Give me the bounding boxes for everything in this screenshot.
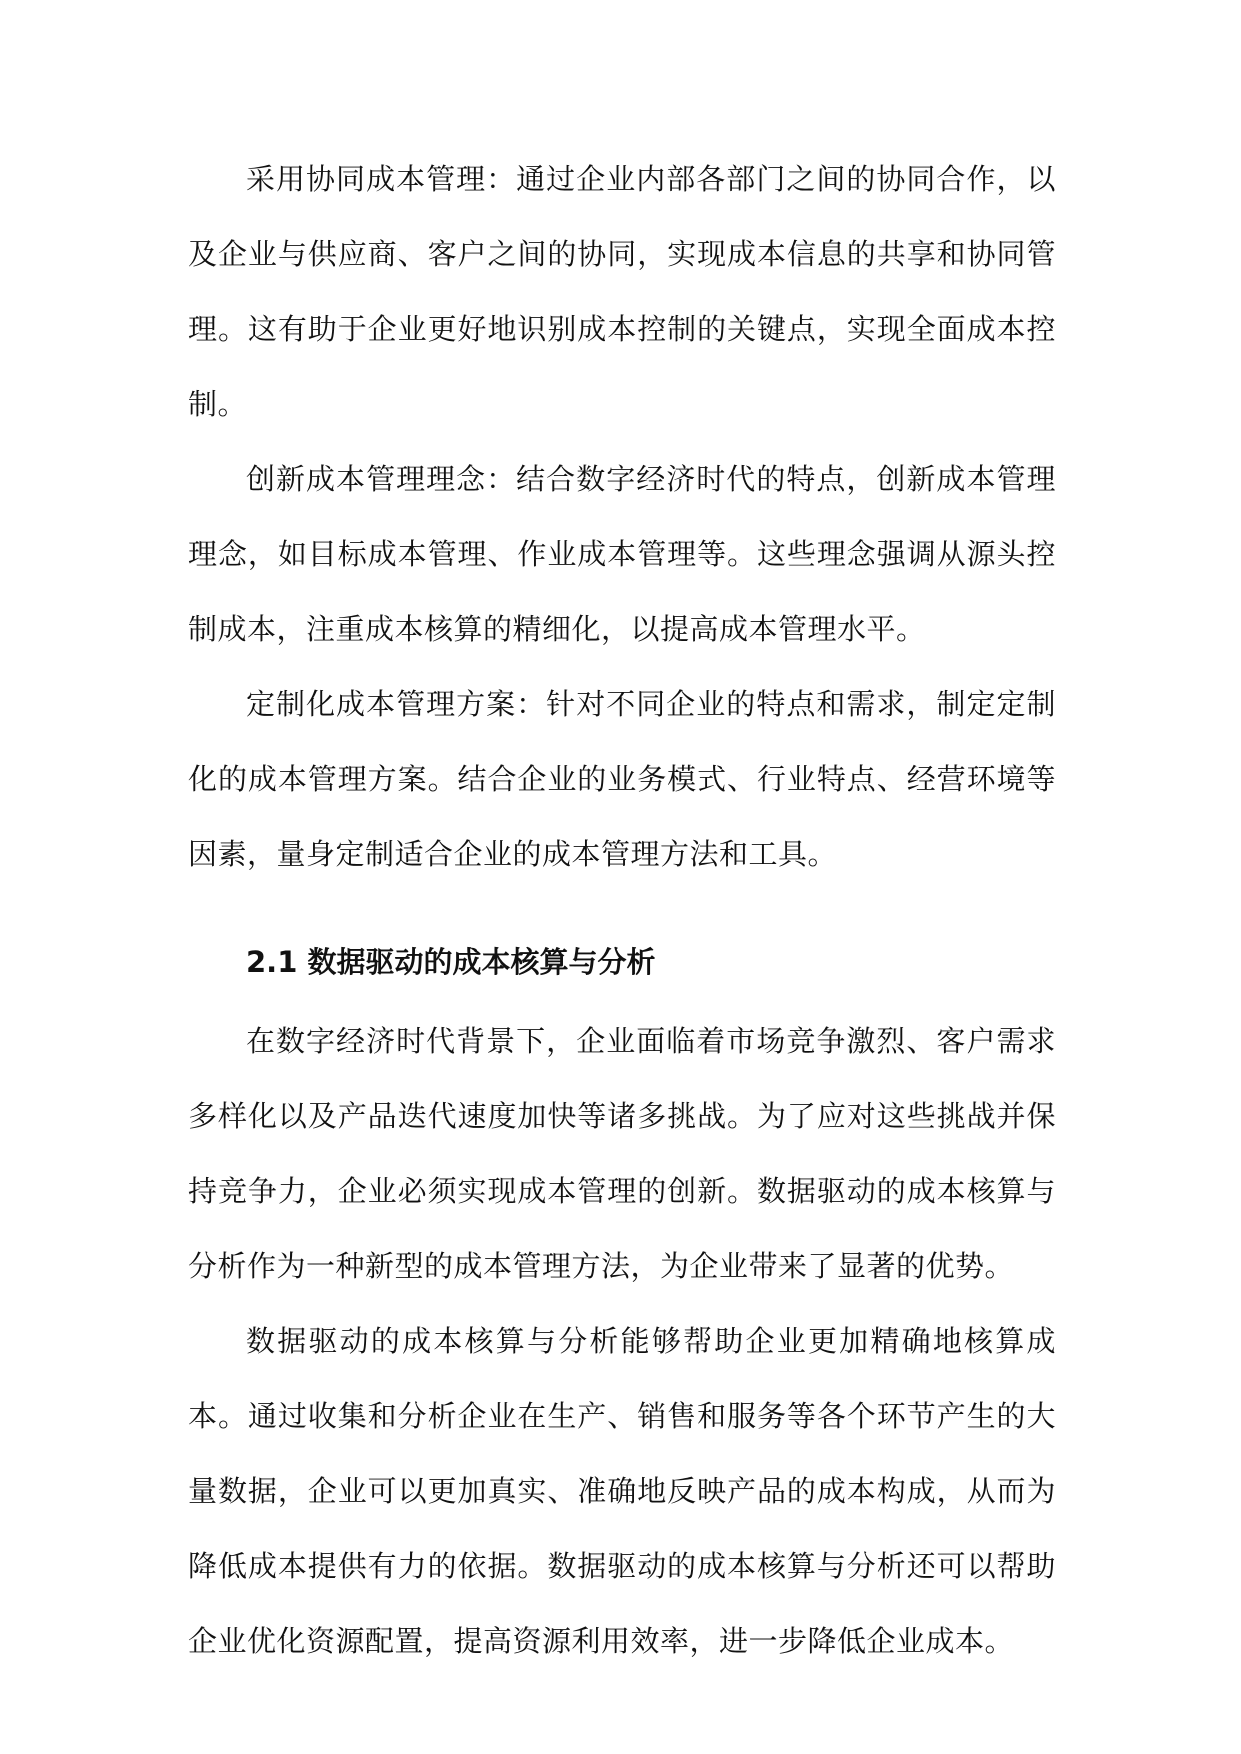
paragraph-customized-cost-plan: 定制化成本管理方案：针对不同企业的特点和需求，制定定制化的成本管理方案。结合企业的业务模式、行业特点、经营环境等因素，量身定制适合企业的成本管理方法和工具。 (188, 687, 1056, 871)
paragraph-data-driven-accounting: 数据驱动的成本核算与分析能够帮助企业更加精确地核算成本。通过收集和分析企业在生产、销售和服务等各个环节产生的大量数据，企业可以更加真实、准确地反映产品的成本构成，从而为降低成本提供有力的依据。数据驱动的成本核算与分析还可以帮助企业优化资源配置，提高资源利用效率，进一步降低企业成本。 (188, 1324, 1056, 1658)
document-body (188, 142, 1056, 1679)
paragraph-collaborative-cost-management: 采用协同成本管理：通过企业内部各部门之间的协同合作，以及企业与供应商、客户之间的协同，实现成本信息的共享和协同管理。这有助于企业更好地识别成本控制的关键点，实现全面成本控制。 (188, 162, 1056, 421)
paragraph-innovative-cost-concepts: 创新成本管理理念：结合数字经济时代的特点，创新成本管理理念，如目标成本管理、作业成本管理等。这些理念强调从源头控制成本，注重成本核算的精细化，以提高成本管理水平。 (188, 462, 1056, 646)
paragraph-digital-economy-background: 在数字经济时代背景下，企业面临着市场竞争激烈、客户需求多样化以及产品迭代速度加快等诸多挑战。为了应对这些挑战并保持竞争力，企业必须实现成本管理的创新。数据驱动的成本核算与分析作为一种新型的成本管理方法，为企业带来了显著的优势。 (188, 1024, 1056, 1283)
section-heading: 2.1 数据驱动的成本核算与分析 (246, 945, 656, 979)
